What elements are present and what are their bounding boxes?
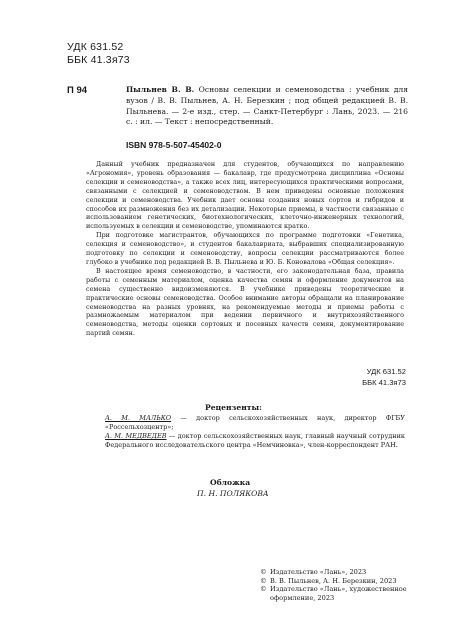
copyright-line (260, 585, 410, 602)
isbn: ISBN 978-5-507-45402-0 (126, 140, 222, 150)
reviewer-credentials: — доктор сельскохозяйственных наук, директор ФГБУ «Россельхозцентр»; (105, 414, 405, 431)
copyright-symbol: © (260, 585, 267, 594)
reviewers-heading: Рецензенты: (205, 403, 262, 412)
annotation-bbk: ББК 41.3я73 (362, 378, 406, 387)
record-author: Пыльнев В. В. (126, 85, 195, 94)
copyright-line (260, 577, 410, 586)
reviewer-entry (105, 432, 405, 450)
author-mark: П 94 (67, 85, 88, 96)
copyright-symbol: © (260, 576, 267, 585)
copyright-block (260, 568, 410, 603)
copyright-text: В. В. Пыльнев, А. Н. Березкин, 2023 (270, 576, 397, 585)
reviewer-name: А. М. МАЛЬКО (105, 414, 172, 422)
annotation-paragraph: В настоящее время семеноводство, в частности, его законодательная база, правила работы с семенным материалом, оценка качества семян и оформление документов на семена существенно видоизменяются. В учебнике приведены теоретические и практические основы семеноводства. Особое внимание авторы обращали на планирование семеноводства на разных уровнях, на рекомендуемые методы и приемы работы с размножаемым материалом при ведении первичного и внутрихозяйственного семеноводства, методы оценки сортовых и посевных качеств семян, документирование партий семян. (86, 266, 404, 338)
record-description: Основы селекции и семеноводства : учебник для вузов / В. В. Пыльнев, А. Н. Березкин ; под общей редакцией В. В. Пыльнева. — 2-е изд., стер. — Санкт-Петербург : Лань, 2023. — 216 с. : ил. — Текст : непосредственный. (126, 85, 408, 127)
cover-label: Обложка (210, 478, 251, 487)
copyright-line (260, 568, 410, 577)
annotation (86, 160, 404, 338)
reviewers-list (105, 414, 405, 450)
copyright-symbol: © (260, 568, 267, 576)
annotation-paragraph: При подготовке магистрантов, обучающихся по программе подготовки «Генетика, селекция и семеноводство», и студентов бакалавриата, выбравших специализированную подготовку по селекции и семеноводству, вопросы селекции рассматриваются более глубоко в учебнике под редакцией В. В. Пыльнева и Ю. Б. Коновалова «Общая селекция». (86, 231, 404, 266)
annotation-udk: УДК 631.52 (366, 367, 406, 376)
bibliographic-record (126, 85, 408, 128)
bbk-code: ББК 41.3я73 (67, 54, 130, 66)
cover-designer: П. Н. ПОЛЯКОВА (197, 489, 269, 498)
reviewer-name: А. М. МЕДВЕДЕВ (105, 431, 167, 440)
copyright-text: Издательство «Лань», художественное оформление, 2023 (270, 585, 407, 603)
copyright-text: Издательство «Лань», 2023 (270, 568, 367, 576)
udk-code: УДК 631.52 (67, 41, 124, 53)
reviewer-credentials: — доктор сельскохозяйственных наук, главный научный сотрудник Федерального исследовательского центра «Немчиновка», член-корреспондент РАН. (105, 431, 405, 449)
annotation-paragraph: Данный учебник предназначен для студентов, обучающихся по направлению «Агрономия», уровень образования — бакалавр, где предусмотрена дисциплина «Основы селекции и семеноводства», а также всех лиц, интересующихся практическими вопросами, связанными с селекцией и семеноводством. В нем приведены основные положения селекции и семеноводства. Учебник дает основы создания новых сортов и гибридов и способов их размножения без их детализации. Некоторые приемы, в частности связанные с использованием генетических, биотехнологических, клеточно-инженерных технологий, используемых в селекции и семеноводстве, упоминаются кратко. (86, 160, 404, 231)
reviewer-entry (105, 414, 405, 432)
